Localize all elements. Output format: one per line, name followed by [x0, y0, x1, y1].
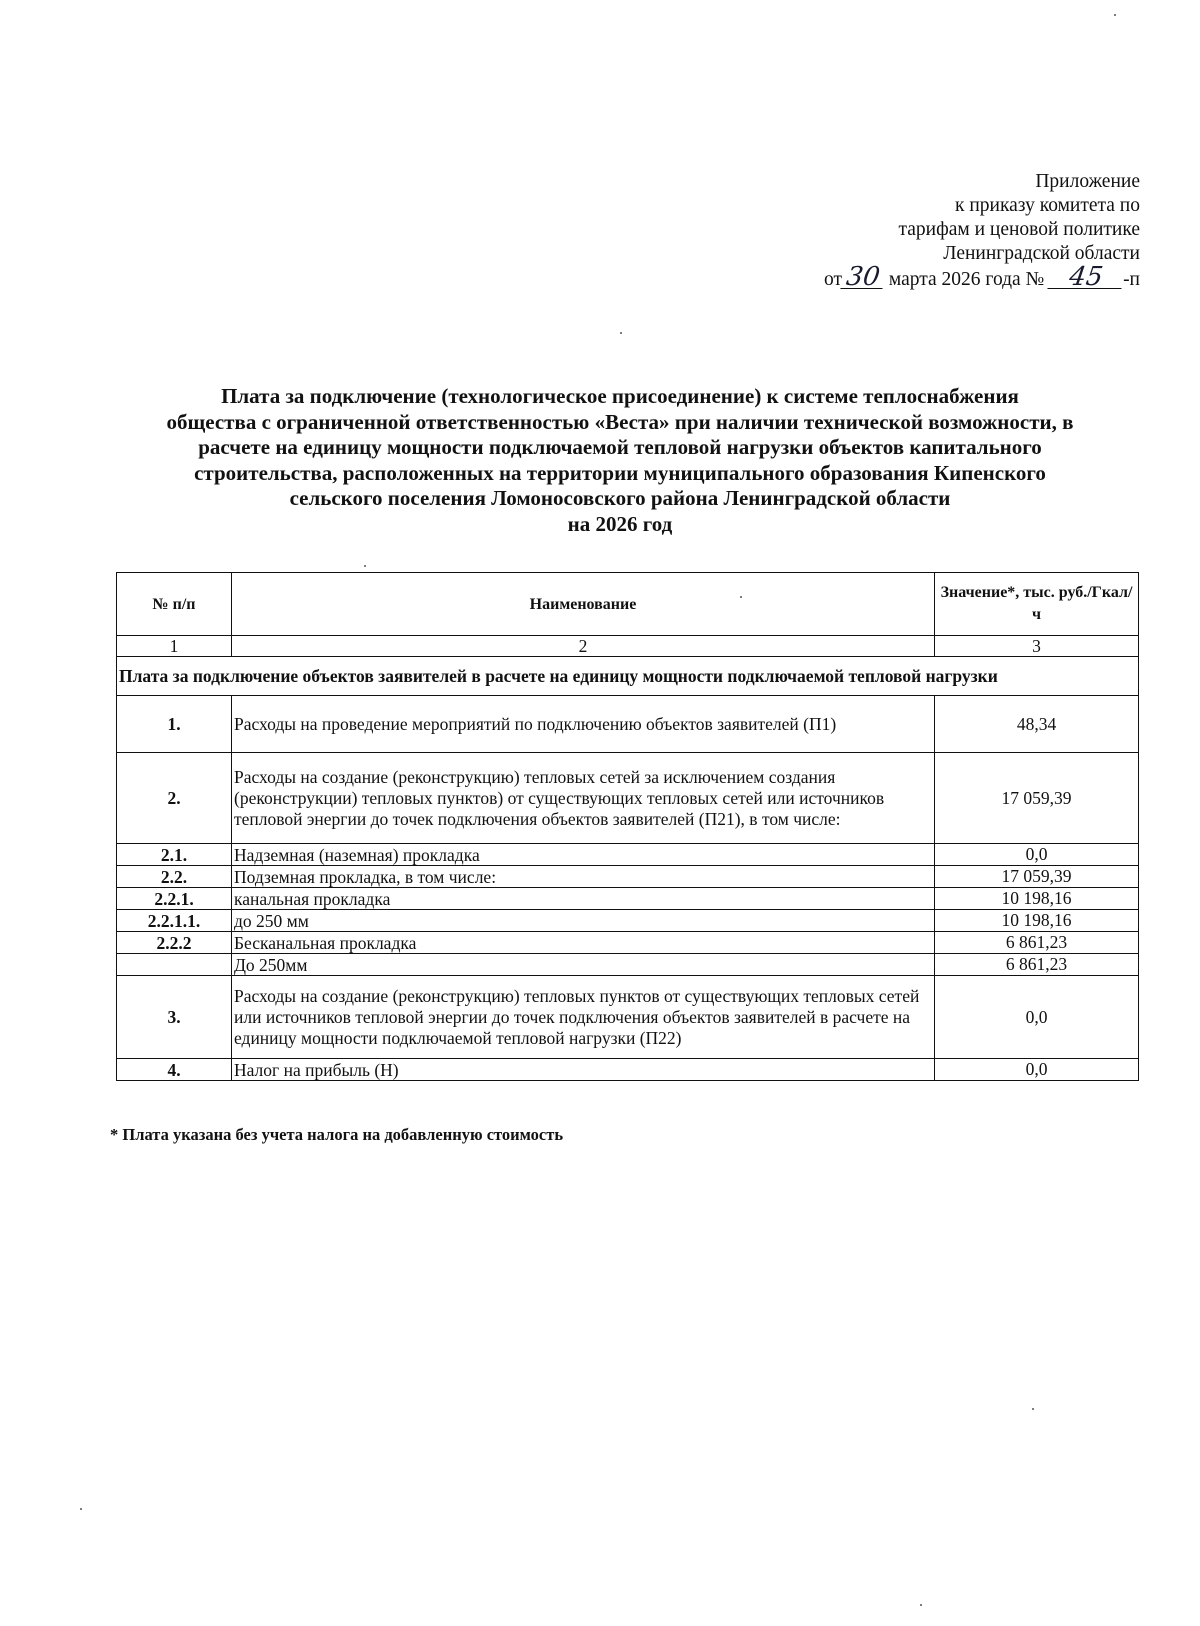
- scan-speck: [80, 1508, 82, 1510]
- scan-speck: [620, 332, 622, 334]
- title-line: общества с ограниченной ответственностью «Веста» при наличии технической возможности, в: [166, 409, 1074, 434]
- tariff-table: [116, 572, 1139, 1081]
- row-value: 6 861,23: [935, 954, 1139, 976]
- appendix-order-line: к приказу комитета по: [954, 195, 1140, 216]
- column-number: 3: [935, 636, 1139, 657]
- row-number: 2.1.: [117, 844, 232, 866]
- row-name: канальная прокладка: [232, 888, 935, 910]
- row-value: 48,34: [935, 696, 1139, 753]
- row-value: 0,0: [935, 976, 1139, 1059]
- row-name: Расходы на создание (реконструкцию) тепловых пунктов от существующих тепловых сетей или источников тепловой энергии до точек подключения объектов заявителей в расчете на единицу мощности подключаемой тепловой нагрузки (П22): [232, 976, 935, 1059]
- row-value: 17 059,39: [935, 753, 1139, 844]
- scan-speck: [364, 565, 366, 567]
- row-value: 10 198,16: [935, 910, 1139, 932]
- appendix-label: Приложение: [1035, 171, 1140, 192]
- row-value: 10 198,16: [935, 888, 1139, 910]
- order-date-line: [720, 262, 1140, 292]
- row-value: 6 861,23: [935, 932, 1139, 954]
- appendix-header: [720, 170, 1140, 292]
- row-number: 2.: [117, 753, 232, 844]
- table-row: [117, 976, 1139, 1059]
- handwritten-order-number: 45: [1047, 266, 1124, 289]
- handwritten-day: 30: [840, 266, 885, 289]
- row-number: 3.: [117, 976, 232, 1059]
- row-number: 4.: [117, 1059, 232, 1081]
- table-header-row: [117, 573, 1139, 636]
- table-row: [117, 954, 1139, 976]
- table-row: [117, 932, 1139, 954]
- row-name: Надземная (наземная) прокладка: [232, 844, 935, 866]
- title-line: на 2026 год: [567, 511, 673, 536]
- section-title: Плата за подключение объектов заявителей в расчете на единицу мощности подключаемой тепловой нагрузки: [117, 657, 1139, 696]
- section-header-row: [117, 657, 1139, 696]
- table-row: [117, 866, 1139, 888]
- row-number: [117, 954, 232, 976]
- row-name: Расходы на создание (реконструкцию) тепловых сетей за исключением создания (реконструкции) тепловых пунктов) от существующих тепловых сетей или источников тепловой энергии до точек подключения объектов заявителей (П21), в том числе:: [232, 753, 935, 844]
- row-number: 2.2.1.: [117, 888, 232, 910]
- column-header-value: Значение*, тыс. руб./Гкал/ч: [935, 573, 1139, 636]
- table-row: [117, 844, 1139, 866]
- row-number: 1.: [117, 696, 232, 753]
- row-number: 2.2.1.1.: [117, 910, 232, 932]
- document-title: [100, 384, 1140, 537]
- vat-footnote: * Плата указана без учета налога на добавленную стоимость: [110, 1125, 564, 1144]
- row-name: Расходы на проведение мероприятий по подключению объектов заявителей (П1): [232, 696, 935, 753]
- scan-speck: [1114, 14, 1116, 16]
- row-number: 2.2.: [117, 866, 232, 888]
- column-number: 1: [117, 636, 232, 657]
- date-prefix: от: [824, 269, 843, 290]
- row-number: 2.2.2: [117, 932, 232, 954]
- column-number: 2: [232, 636, 935, 657]
- appendix-committee-line: тарифам и ценовой политике: [898, 219, 1140, 240]
- title-line: сельского поселения Ломоносовского района Ленинградской области: [289, 486, 951, 510]
- column-header-number: № п/п: [117, 573, 232, 636]
- row-value: 0,0: [935, 844, 1139, 866]
- row-name: Налог на прибыль (Н): [232, 1059, 935, 1081]
- row-name: Бесканальная прокладка: [232, 932, 935, 954]
- scan-speck: [920, 1604, 922, 1606]
- title-line: строительства, расположенных на территории муниципального образования Кипенского: [194, 460, 1046, 485]
- column-number-row: [117, 636, 1139, 657]
- order-number-suffix: -п: [1123, 269, 1140, 290]
- table-row: [117, 888, 1139, 910]
- date-middle: марта 2026 года №: [888, 269, 1045, 290]
- column-header-name: Наименование: [232, 573, 935, 636]
- table-row: [117, 753, 1139, 844]
- row-value: 0,0: [935, 1059, 1139, 1081]
- row-name: Подземная прокладка, в том числе:: [232, 866, 935, 888]
- appendix-region-line: Ленинградской области: [943, 243, 1140, 264]
- row-name: До 250мм: [232, 954, 935, 976]
- table-row: [117, 910, 1139, 932]
- scan-speck: [1032, 1408, 1034, 1410]
- title-line: расчете на единицу мощности подключаемой тепловой нагрузки объектов капитального: [198, 435, 1042, 459]
- table-row: [117, 1059, 1139, 1081]
- row-value: 17 059,39: [935, 866, 1139, 888]
- title-line: Плата за подключение (технологическое присоединение) к системе теплоснабжения: [221, 384, 1019, 408]
- row-name: до 250 мм: [232, 910, 935, 932]
- table-row: [117, 696, 1139, 753]
